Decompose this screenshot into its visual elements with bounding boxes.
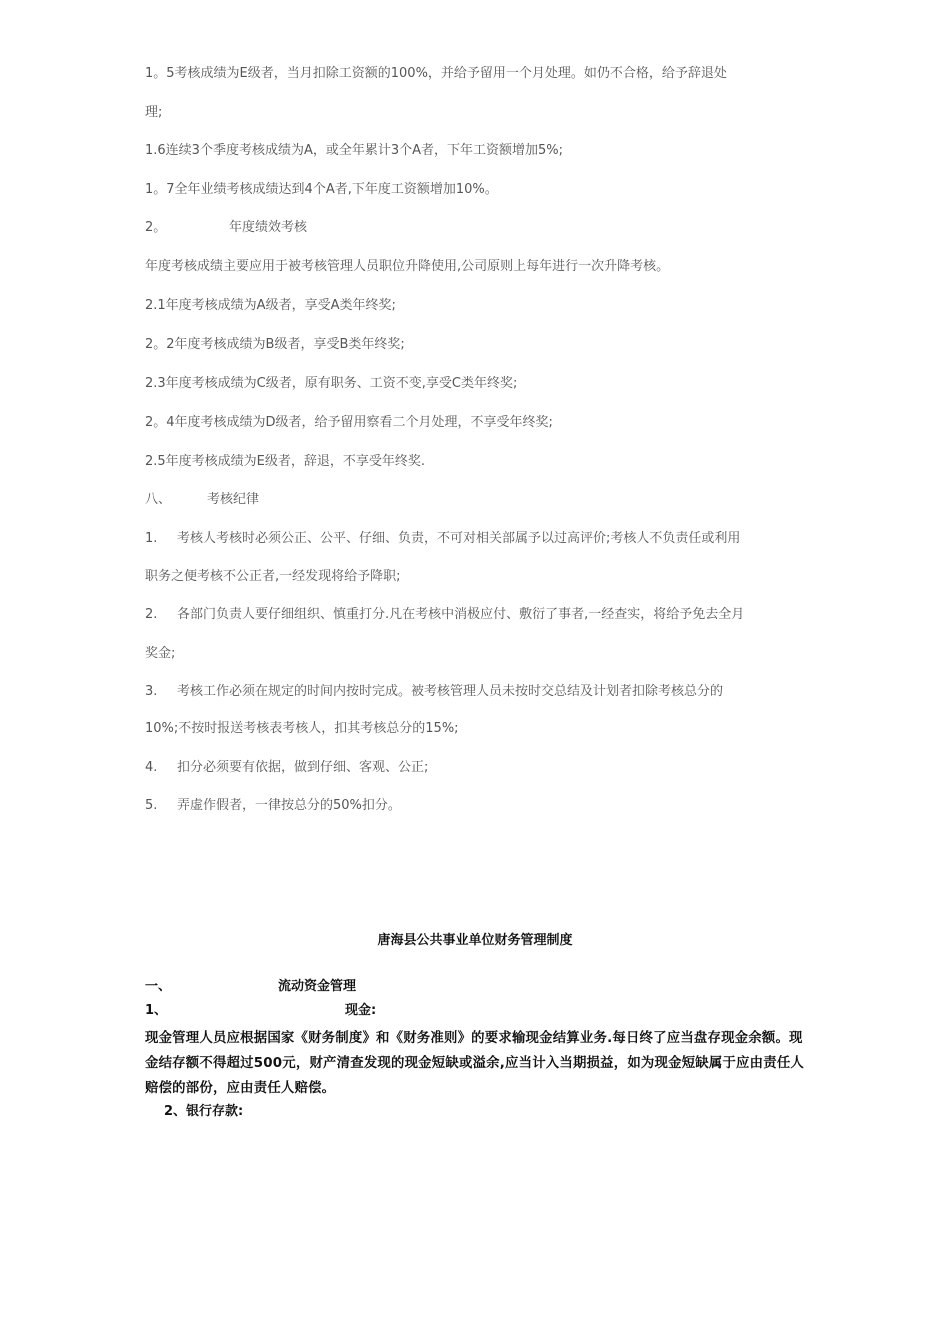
- text-line: 职务之便考核不公正者,一经发现将给予降职;: [145, 569, 401, 584]
- text-line: 2。2年度考核成绩为B级者，享受B类年终奖;: [145, 337, 405, 352]
- list-item: [145, 530, 740, 548]
- text-line: 10%;不按时报送考核表考核人，扣其考核总分的15%;: [145, 721, 459, 736]
- item-text: 考核人考核时必须公正、公平、仔细、负责，不可对相关部属予以过高评价;考核人不负责任或利用: [177, 531, 741, 546]
- item-text: 考核工作必须在规定的时间内按时完成。被考核管理人员未按时交总结及计划者扣除考核总分的: [177, 684, 724, 699]
- paragraph: 现金管理人员应根据国家《财务制度》和《财务准则》的要求输现金结算业务.每日终了应当盘存现金余额。现金结存额不得超过500元，财产清查发现的现金短缺或溢余,应当计入当期损益，如为现金短缺属于应由责任人赔偿的部份，应由责任人赔偿。: [145, 1031, 805, 1096]
- section-heading: [145, 491, 259, 509]
- list-item: [145, 683, 723, 701]
- text-line: 2。4年度考核成绩为D级者，给予留用察看二个月处理，不享受年终奖;: [145, 415, 553, 430]
- item-number: 2.: [145, 607, 158, 622]
- item-text: 各部门负责人要仔细组织、慎重打分.凡在考核中消极应付、敷衍了事者,一经查实，将给予免去全月: [177, 607, 745, 622]
- section-number: 一、: [145, 979, 172, 994]
- list-item: [145, 759, 428, 777]
- item-number: 1.: [145, 531, 158, 546]
- text-line: 1.6连续3个季度考核成绩为A，或全年累计3个A者，下年工资额增加5%;: [145, 143, 564, 158]
- section-title: 考核纪律: [207, 492, 260, 507]
- text-line: 2.5年度考核成绩为E级者，辞退，不享受年终奖.: [145, 454, 426, 469]
- text-line: 奖金;: [145, 646, 176, 661]
- item-number: 5.: [145, 798, 158, 813]
- item-number: 3.: [145, 684, 158, 699]
- item-text: 弄虚作假者，一律按总分的50%扣分。: [177, 798, 401, 813]
- item-text: 扣分必须要有依据，做到仔细、客观、公正;: [177, 760, 429, 775]
- subsection-title: 现金:: [345, 1003, 377, 1018]
- subsection-heading: [145, 1002, 376, 1020]
- text-line: 2.1年度考核成绩为A级者，享受A类年终奖;: [145, 298, 396, 313]
- section-heading: [145, 219, 307, 237]
- section-number: 2。: [145, 220, 167, 235]
- section-heading: [145, 978, 356, 996]
- section-title: 年度绩效考核: [229, 220, 308, 235]
- document-title: 唐海县公共事业单位财务管理制度: [377, 933, 573, 948]
- section-number: 八、: [145, 492, 172, 507]
- text-line: 理;: [145, 105, 163, 120]
- text-line: 1。5考核成绩为E级者，当月扣除工资额的100%，并给予留用一个月处理。如仍不合格，给予辞退处: [145, 66, 727, 81]
- list-item: [145, 606, 744, 624]
- text-line: 年度考核成绩主要应用于被考核管理人员职位升降使用,公司原则上每年进行一次升降考核。: [145, 259, 670, 274]
- subsection-heading: 2、银行存款:: [164, 1104, 244, 1119]
- section-title: 流动资金管理: [278, 979, 357, 994]
- subsection-number: 1、: [145, 1003, 168, 1018]
- text-line: 2.3年度考核成绩为C级者，原有职务、工资不变,享受C类年终奖;: [145, 376, 518, 391]
- list-item: [145, 797, 401, 815]
- item-number: 4.: [145, 760, 158, 775]
- text-line: 1。7全年业绩考核成绩达到4个A者,下年度工资额增加10%。: [145, 182, 498, 197]
